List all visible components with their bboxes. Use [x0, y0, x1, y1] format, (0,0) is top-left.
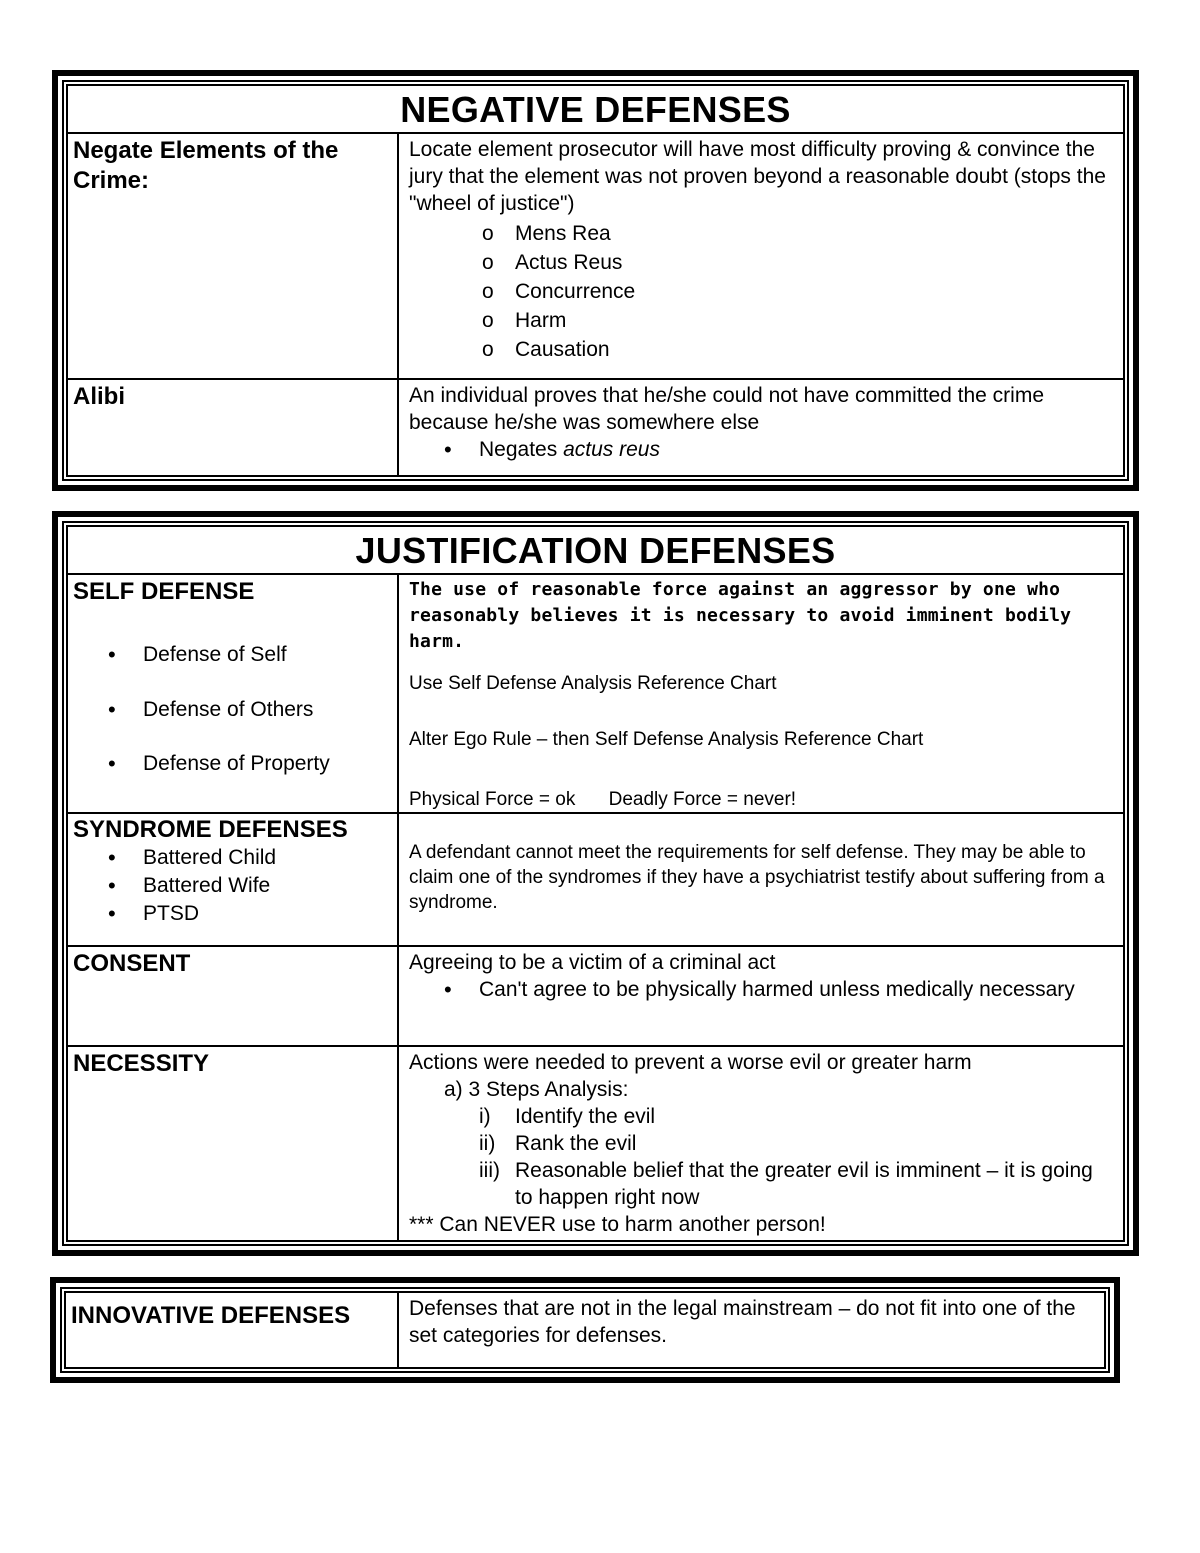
necessity-cell [398, 1046, 1124, 1241]
list-item: • Defense of Self [73, 640, 391, 695]
consent-cell [398, 946, 1124, 1046]
alibi-cell [398, 379, 1124, 476]
innovative-defenses-box [50, 1277, 1120, 1383]
necessity-step-label: a) 3 Steps Analysis: [444, 1078, 629, 1101]
list-item: o Causation [409, 335, 1113, 364]
consent-description: Agreeing to be a victim of a criminal act [409, 951, 776, 974]
self-defense-note: Use Self Defense Analysis Reference Chart [409, 673, 777, 694]
step-text: Reasonable belief that the greater evil is imminent – it is going to happen right now [515, 1159, 1093, 1209]
defense-of-others-note: Alter Ego Rule – then Self Defense Analysis Reference Chart [409, 729, 924, 750]
negate-elements-description: Locate element prosecutor will have most difficulty proving & convince the jury that the element was not proven beyond a reasonable doubt (stops the "wheel of justice") [409, 138, 1106, 215]
step-number: ii) [479, 1132, 496, 1155]
step-number: i) [479, 1105, 491, 1128]
list-item: o Actus Reus [409, 248, 1113, 277]
necessity-steps [409, 1103, 1113, 1211]
innovative-defenses-table [64, 1291, 1106, 1369]
alibi-bullets [409, 436, 1113, 463]
step-text: Identify the evil [515, 1105, 656, 1128]
crime-elements-list [409, 219, 1113, 364]
list-item: o Harm [409, 306, 1113, 335]
negative-defenses-box [52, 70, 1139, 491]
necessity-label: NECESSITY [67, 1046, 398, 1241]
list-item: o Mens Rea [409, 219, 1113, 248]
alibi-description: An individual proves that he/she could not have committed the crime because he/she was somewhere else [409, 384, 1045, 434]
consent-bullets [409, 976, 1113, 1003]
justification-defenses-title: JUSTIFICATION DEFENSES [67, 526, 1124, 574]
list-item [409, 1157, 1113, 1211]
list-item: • Can't agree to be physically harmed unless medically necessary [409, 976, 1113, 1003]
step-number: iii) [479, 1159, 500, 1182]
alibi-label: Alibi [67, 379, 398, 476]
syndrome-defenses-label: SYNDROME DEFENSES [73, 816, 348, 843]
syndrome-description: A defendant cannot meet the requirements for self defense. They may be able to claim one of the syndromes if they have a psychiatrist testify about suffering from a syndrome. [409, 842, 1105, 913]
innovative-defenses-description: Defenses that are not in the legal mainstream – do not fit into one of the set categories for defenses. [398, 1292, 1105, 1368]
alibi-bullet-text: Negates [479, 438, 564, 461]
list-item: • Battered Child [73, 844, 391, 872]
step-text: Rank the evil [515, 1132, 637, 1155]
negative-defenses-title: NEGATIVE DEFENSES [67, 85, 1124, 133]
necessity-note: *** Can NEVER use to harm another person! [409, 1213, 826, 1236]
list-item [409, 1103, 1113, 1130]
self-defense-definition: The use of reasonable force against an aggressor by one who reasonably believes it is necessary to avoid imminent bodily harm. [409, 579, 1072, 652]
list-item [409, 436, 1113, 463]
list-item: • Battered Wife [73, 872, 391, 900]
consent-label: CONSENT [67, 946, 398, 1046]
innovative-defenses-label: INNOVATIVE DEFENSES [65, 1292, 398, 1368]
deadly-force-note: Deadly Force = never! [608, 789, 797, 810]
self-defense-label: SELF DEFENSE [73, 578, 255, 605]
list-item: • Defense of Others [73, 695, 391, 749]
self-defense-desc-cell [398, 574, 1124, 813]
list-item: o Concurrence [409, 277, 1113, 306]
alibi-bullet-emphasis: actus reus [563, 438, 660, 461]
negate-elements-label: Negate Elements of the Crime: [67, 133, 398, 379]
defense-of-property-note [409, 787, 1113, 812]
necessity-description: Actions were needed to prevent a worse evil or greater harm [409, 1051, 972, 1074]
list-item: • PTSD [73, 900, 391, 928]
physical-force-note: Physical Force = ok [409, 789, 576, 810]
negative-defenses-table [66, 84, 1125, 477]
syndrome-defenses-cell [67, 813, 398, 946]
negate-elements-cell [398, 133, 1124, 379]
justification-defenses-table [66, 525, 1125, 1242]
self-defense-cell [67, 574, 398, 813]
self-defense-list [73, 640, 391, 779]
list-item: • Defense of Property [73, 749, 391, 779]
syndrome-desc-cell [398, 813, 1124, 946]
justification-defenses-box [52, 511, 1139, 1256]
syndrome-list [73, 844, 391, 928]
list-item [409, 1130, 1113, 1157]
